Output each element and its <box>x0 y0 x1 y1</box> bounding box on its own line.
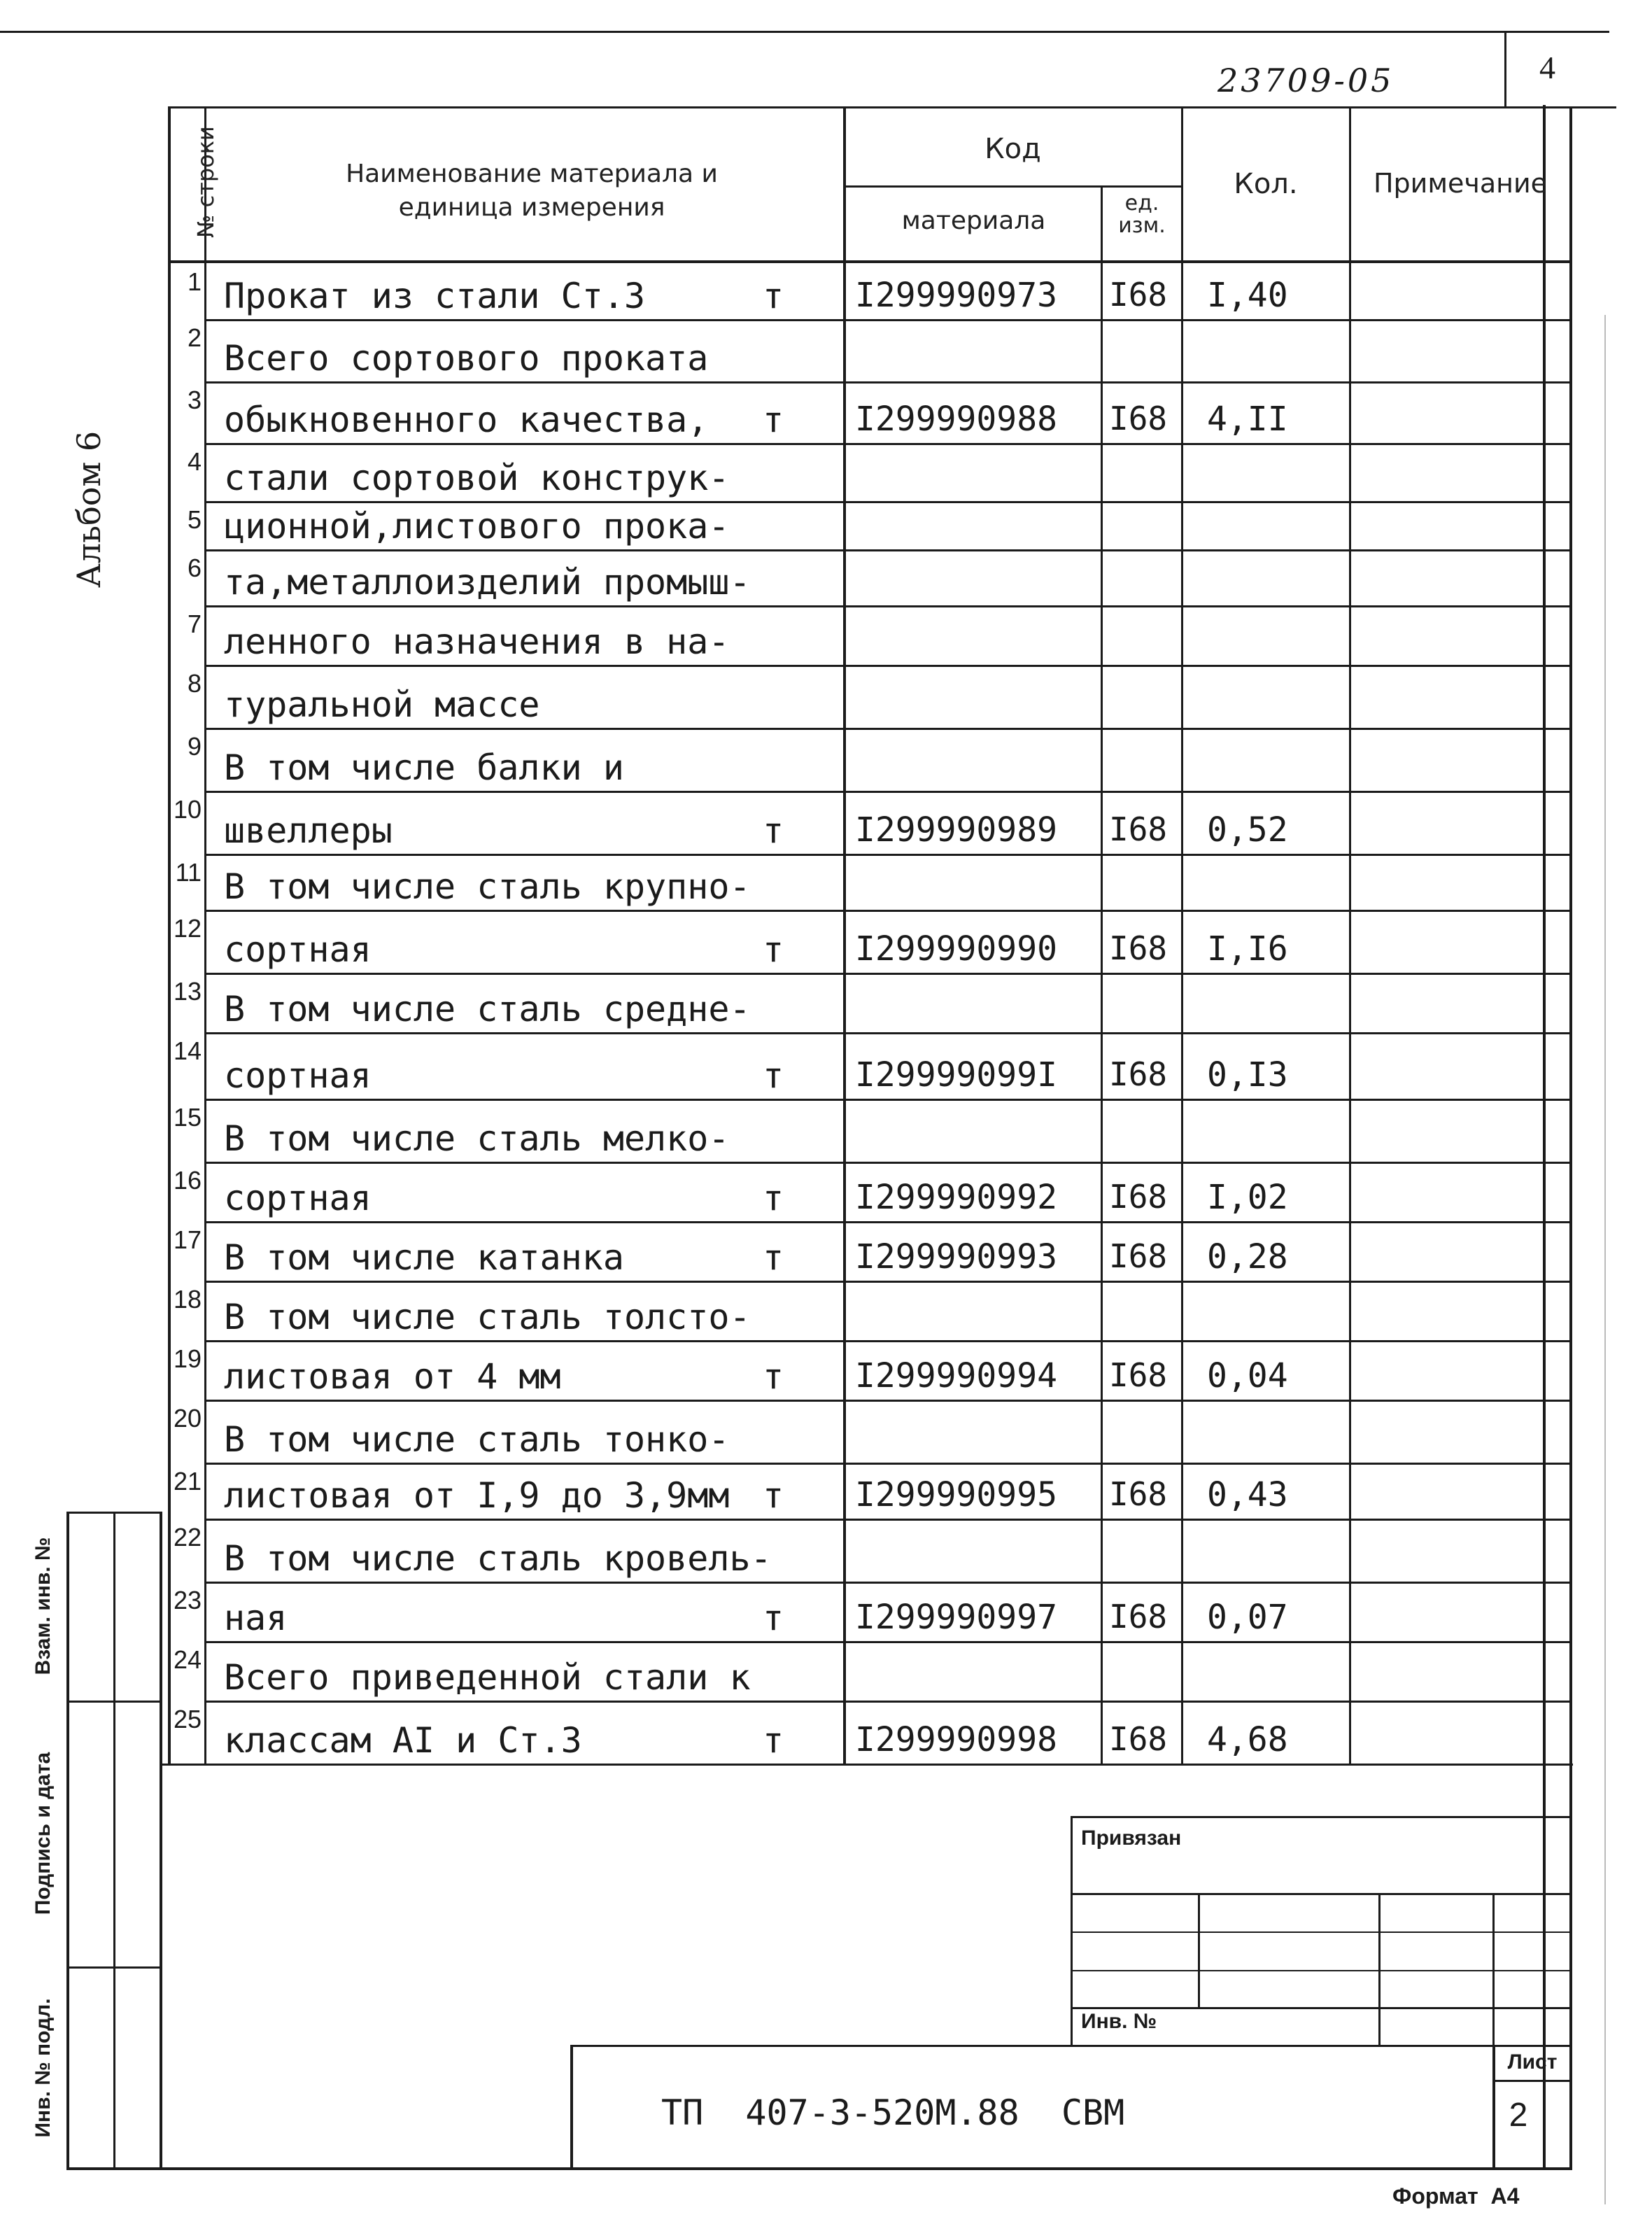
material-name: В том числе катанка <box>224 1237 624 1278</box>
row-number: 1 <box>187 267 202 296</box>
row-divider <box>204 854 1572 856</box>
side-stamp-div2 <box>66 1966 162 1969</box>
row-number: 25 <box>173 1705 202 1733</box>
material-name: ная <box>224 1598 288 1638</box>
row-divider <box>204 319 1572 321</box>
sheet-label: Лист <box>1507 2050 1558 2074</box>
row-divider <box>204 1221 1572 1223</box>
rownum-divider <box>204 106 206 1764</box>
unit-of-measure: т <box>763 276 784 316</box>
title-block-top <box>570 2045 1571 2047</box>
unit-of-measure: т <box>763 810 784 851</box>
name-divider <box>843 106 846 1764</box>
material-name: Всего приведенной стали к <box>224 1657 751 1698</box>
privyazan-v1 <box>1198 1893 1200 2008</box>
row-divider <box>204 791 1572 793</box>
side-stamp-podpis-data: Подпись и дата <box>31 1752 55 1915</box>
side-stamp-inv-podl: Инв. № подл. <box>31 1998 55 2138</box>
row-divider <box>204 443 1572 445</box>
code-subheader-rule <box>843 185 1181 188</box>
header-code: Код <box>984 133 1041 165</box>
unit-code: I68 <box>1109 1356 1168 1394</box>
quantity: 0,28 <box>1207 1237 1288 1276</box>
unit-of-measure: т <box>763 1237 784 1278</box>
unit-of-measure: т <box>763 1720 784 1761</box>
row-number: 21 <box>173 1467 202 1495</box>
sheet-number: 2 <box>1509 2097 1528 2134</box>
material-code: I299990989 <box>855 810 1057 850</box>
material-name: В том числе сталь толсто- <box>224 1297 751 1337</box>
material-name: ционной,листового прока- <box>224 506 730 547</box>
privyazan-h3 <box>1071 1970 1571 1971</box>
row-number: 13 <box>173 977 202 1006</box>
header-code-material: материала <box>901 206 1046 235</box>
material-name: В том числе сталь тонко- <box>224 1419 730 1460</box>
row-divider <box>204 1032 1572 1034</box>
unit-code: I68 <box>1109 1178 1168 1216</box>
material-code: I299990973 <box>855 276 1057 315</box>
material-code: I299990990 <box>855 929 1057 969</box>
row-divider <box>204 1641 1572 1643</box>
side-stamp-vzam-inv: Взам. инв. № <box>31 1537 55 1675</box>
material-name: обыкновенного качества, <box>224 400 709 440</box>
corner-page-number: 4 <box>1539 50 1555 85</box>
unit-code: I68 <box>1109 1055 1168 1093</box>
margin-tick <box>1604 315 1606 2204</box>
unit-of-measure: т <box>763 1475 784 1516</box>
unit-code: I68 <box>1109 276 1168 314</box>
right-frame <box>1543 105 1546 2169</box>
header-qty: Кол. <box>1234 168 1298 200</box>
unit-code: I68 <box>1109 400 1168 437</box>
unit-of-measure: т <box>763 1178 784 1218</box>
row-number: 6 <box>187 554 202 582</box>
material-name: Всего сортового проката <box>224 338 709 379</box>
unit-of-measure: т <box>763 400 784 440</box>
quantity: 4,68 <box>1207 1720 1288 1759</box>
row-divider <box>204 665 1572 667</box>
material-name: В том числе сталь мелко- <box>224 1118 730 1159</box>
title-block-left <box>570 2045 573 2169</box>
row-number: 22 <box>173 1523 202 1551</box>
privyazan-v3 <box>1492 1893 1495 2047</box>
quantity: 0,04 <box>1207 1356 1288 1395</box>
material-name: В том числе сталь крупно- <box>224 866 751 907</box>
qty-note-divider <box>1349 106 1351 1764</box>
material-code: I299990988 <box>855 400 1057 439</box>
row-divider <box>204 1582 1572 1584</box>
lower-right-frame <box>1569 1764 1572 2169</box>
inner-left-frame <box>160 1512 162 2169</box>
material-name: Прокат из стали Ст.3 <box>224 276 646 316</box>
header-name: Наименование материала и единица измерения <box>346 160 718 222</box>
corner-vertical <box>1504 31 1506 108</box>
material-name: В том числе балки и <box>224 747 624 788</box>
material-name: туральной массе <box>224 684 540 725</box>
material-code: I299990993 <box>855 1237 1057 1276</box>
row-number: 4 <box>187 447 202 476</box>
material-name: стали сортовой конструк- <box>224 458 730 498</box>
row-divider <box>204 501 1572 503</box>
row-divider <box>204 973 1572 975</box>
header-row-number: № строки <box>192 126 219 238</box>
row-divider <box>204 1519 1572 1521</box>
privyazan-label: Привязан <box>1081 1827 1182 1850</box>
material-name: сортная <box>224 1178 372 1218</box>
privyazan-v2 <box>1378 1893 1381 2047</box>
document-code: ТП 407-3-520М.88 СВМ <box>661 2092 1125 2133</box>
row-divider <box>204 1281 1572 1283</box>
inv-no-label: Инв. № <box>1081 2010 1157 2033</box>
unit-code: I68 <box>1109 1237 1168 1275</box>
unit-code: I68 <box>1109 1720 1168 1758</box>
row-number: 23 <box>173 1586 202 1614</box>
table-bottom-rule <box>160 1764 1573 1766</box>
row-number: 5 <box>187 505 202 534</box>
row-number: 18 <box>173 1285 202 1314</box>
material-name: листовая от 4 мм <box>224 1356 561 1397</box>
unit-code: I68 <box>1109 810 1168 848</box>
material-code: I299990992 <box>855 1178 1057 1217</box>
row-divider <box>204 1400 1572 1402</box>
row-divider <box>204 605 1572 607</box>
unit-code: I68 <box>1109 1475 1168 1513</box>
side-stamp-div1 <box>66 1701 162 1703</box>
material-code: I299990997 <box>855 1598 1057 1637</box>
unit-of-measure: т <box>763 1055 784 1096</box>
material-name: В том числе сталь кровель- <box>224 1538 772 1579</box>
material-name: швеллеры <box>224 810 393 851</box>
row-divider <box>204 1099 1572 1101</box>
material-name: В том числе сталь средне- <box>224 989 751 1029</box>
note-right-border <box>1569 106 1572 1764</box>
quantity: 0,07 <box>1207 1598 1288 1637</box>
quantity: 4,II <box>1207 400 1288 439</box>
material-code: I299990994 <box>855 1356 1057 1395</box>
row-number: 9 <box>187 732 202 761</box>
material-code: I29999099I <box>855 1055 1057 1095</box>
material-name: сортная <box>224 929 372 970</box>
row-number: 8 <box>187 669 202 698</box>
unit-code: I68 <box>1109 929 1168 967</box>
privyazan-top <box>1071 1816 1571 1818</box>
row-divider <box>204 910 1572 912</box>
privyazan-h1 <box>1071 1893 1571 1895</box>
handwritten-number: 23709-05 <box>1217 62 1395 99</box>
quantity: I,02 <box>1207 1178 1288 1217</box>
row-divider <box>204 549 1572 551</box>
row-number: 16 <box>173 1166 202 1195</box>
unit-of-measure: т <box>763 1356 784 1397</box>
row-number: 12 <box>173 914 202 943</box>
quantity: I,40 <box>1207 276 1288 315</box>
top-rule <box>0 31 1609 33</box>
row-number: 20 <box>173 1404 202 1433</box>
row-number: 11 <box>175 858 202 887</box>
sheet-divider <box>1492 2045 1495 2169</box>
row-number: 7 <box>187 610 202 638</box>
row-divider <box>204 728 1572 730</box>
row-divider <box>204 1340 1572 1342</box>
quantity: 0,I3 <box>1207 1055 1288 1095</box>
material-code: I299990995 <box>855 1475 1057 1514</box>
material-name: сортная <box>224 1055 372 1096</box>
quantity: I,I6 <box>1207 929 1288 969</box>
row-number: 14 <box>173 1036 202 1065</box>
unit-of-measure: т <box>763 929 784 970</box>
row-number: 2 <box>187 323 202 352</box>
row-number: 3 <box>187 386 202 414</box>
row-divider <box>204 1701 1572 1703</box>
row-number: 10 <box>173 795 202 824</box>
quantity: 0,43 <box>1207 1475 1288 1514</box>
album-label: Альбом 6 <box>70 430 108 588</box>
side-stamp-left <box>66 1512 69 2169</box>
header-top-rule <box>168 106 1616 108</box>
row-number: 17 <box>173 1225 202 1254</box>
unit-code: I68 <box>1109 1598 1168 1635</box>
sheet-label-rule <box>1492 2080 1571 2082</box>
format-label: Формат А4 <box>1392 2183 1520 2209</box>
row-divider <box>204 1162 1572 1164</box>
row-number: 24 <box>173 1645 202 1674</box>
header-bottom-rule <box>168 260 1572 263</box>
unit-of-measure: т <box>763 1598 784 1638</box>
material-name: та,металлоизделий промыш- <box>224 562 751 603</box>
quantity: 0,52 <box>1207 810 1288 850</box>
row-divider <box>204 381 1572 383</box>
material-name: листовая от I,9 до 3,9мм <box>224 1475 730 1516</box>
material-code: I299990998 <box>855 1720 1057 1759</box>
row-number: 19 <box>173 1344 202 1373</box>
side-stamp-mid <box>113 1512 115 2169</box>
header-note: Примечание <box>1373 168 1548 199</box>
unit-qty-divider <box>1181 106 1183 1764</box>
material-name: классам АI и Ст.3 <box>224 1720 582 1761</box>
privyazan-h4 <box>1071 2007 1571 2009</box>
row-divider <box>204 1463 1572 1465</box>
privyazan-h2 <box>1071 1931 1571 1933</box>
row-number: 15 <box>173 1103 202 1132</box>
side-stamp-top <box>66 1512 162 1514</box>
header-code-unit: ед. изм. <box>1118 191 1166 238</box>
material-name: ленного назначения в на- <box>224 621 730 662</box>
page-bottom-rule <box>66 2167 1572 2170</box>
